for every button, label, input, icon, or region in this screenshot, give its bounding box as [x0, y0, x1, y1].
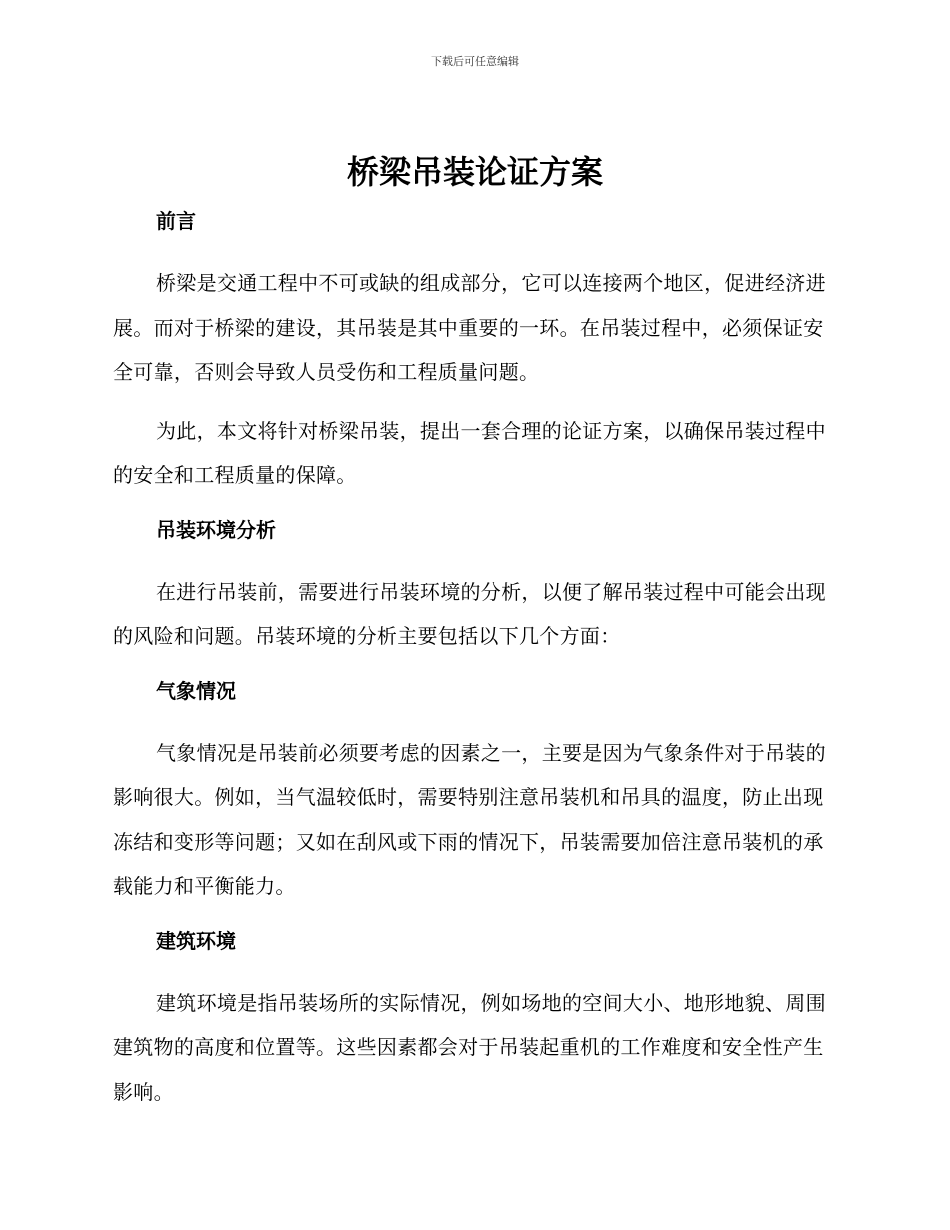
section-heading-weather: 气象情况 [156, 678, 236, 703]
paragraph: 建筑环境是指吊装场所的实际情况，例如场地的空间大小、地形地貌、周围建筑物的高度和位置等。这些因素都会对于吊装起重机的工作难度和安全性产生影响。 [113, 990, 826, 1104]
paragraph: 为此，本文将针对桥梁吊装，提出一套合理的论证方案，以确保吊装过程中的安全和工程质量的保障。 [113, 418, 826, 487]
section-heading-preface: 前言 [156, 209, 196, 233]
paragraph: 气象情况是吊装前必须要考虑的因素之一，主要是因为气象条件对于吊装的影响很大。例如，当气温较低时，需要特别注意吊装机和吊具的温度，防止出现冻结和变形等问题；又如在刮风或下雨的情况下，吊装需要加倍注意吊装机的承载能力和平衡能力。 [113, 740, 826, 898]
document-body [113, 203, 833, 1114]
paragraph: 在进行吊装前，需要进行吊装环境的分析，以便了解吊装过程中可能会出现的风险和问题。吊装环境的分析主要包括以下几个方面： [113, 579, 826, 648]
section-heading-environment-analysis: 吊装环境分析 [156, 517, 276, 542]
paragraph: 桥梁是交通工程中不可或缺的组成部分，它可以连接两个地区，促进经济进展。而对于桥梁的建设，其吊装是其中重要的一环。在吊装过程中，必须保证安全可靠，否则会导致人员受伤和工程质量问题。 [113, 271, 826, 384]
document-title: 桥梁吊装论证方案 [346, 153, 603, 191]
page-header-note: 下载后可任意编辑 [431, 55, 519, 68]
section-heading-building-environment: 建筑环境 [156, 928, 236, 953]
